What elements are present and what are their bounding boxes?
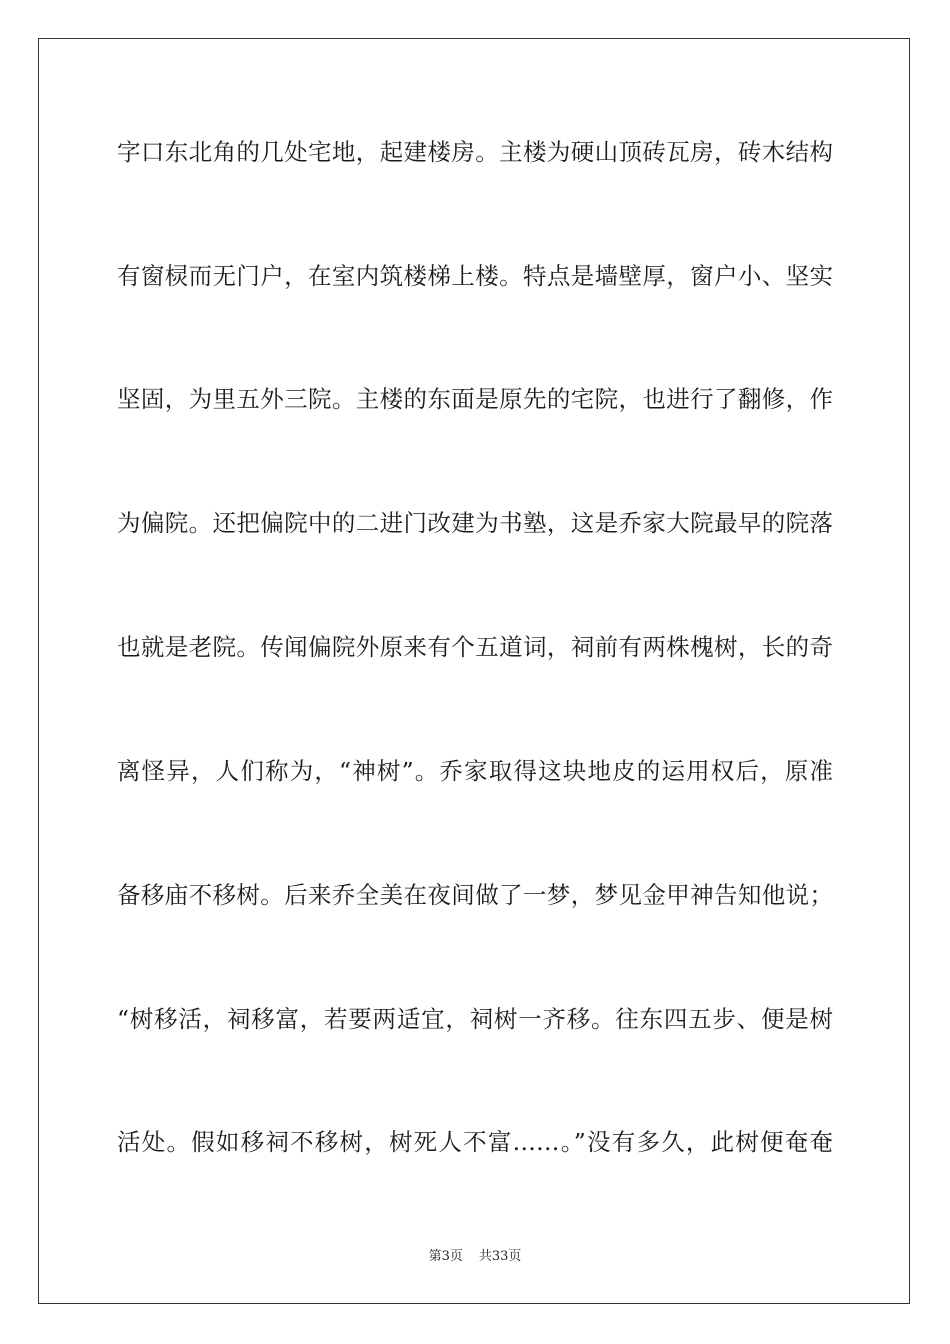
text-line: 有窗棂而无门户，在室内筑楼梯上楼。特点是墙壁厚，窗户小、坚实 <box>117 262 833 290</box>
page-total: 共33页 <box>478 1249 522 1264</box>
page-number: 第3页 <box>428 1249 463 1264</box>
text-line: 也就是老院。传闻偏院外原来有个五道词，祠前有两株槐树，长的奇 <box>117 633 833 661</box>
text-line: 字口东北角的几处宅地，起建楼房。主楼为硬山顶砖瓦房，砖木结构 <box>117 138 833 166</box>
page-border <box>38 38 910 1304</box>
text-line: “树移活，祠移富，若要两适宜，祠树一齐移。往东四五步、便是树 <box>117 1005 833 1033</box>
page-footer <box>0 1248 950 1266</box>
text-line: 坚固，为里五外三院。主楼的东面是原先的宅院，也进行了翻修，作 <box>117 385 833 413</box>
text-line: 备移庙不移树。后来乔全美在夜间做了一梦，梦见金甲神告知他说； <box>117 881 833 909</box>
text-line: 为偏院。还把偏院中的二进门改建为书塾，这是乔家大院最早的院落 <box>117 509 833 537</box>
text-line: 活处。假如移祠不移树，树死人不富……。”没有多久，此树便奄奄 <box>117 1128 833 1156</box>
text-line: 离怪异，人们称为，“神树”。乔家取得这块地皮的运用权后，原准 <box>117 757 833 785</box>
